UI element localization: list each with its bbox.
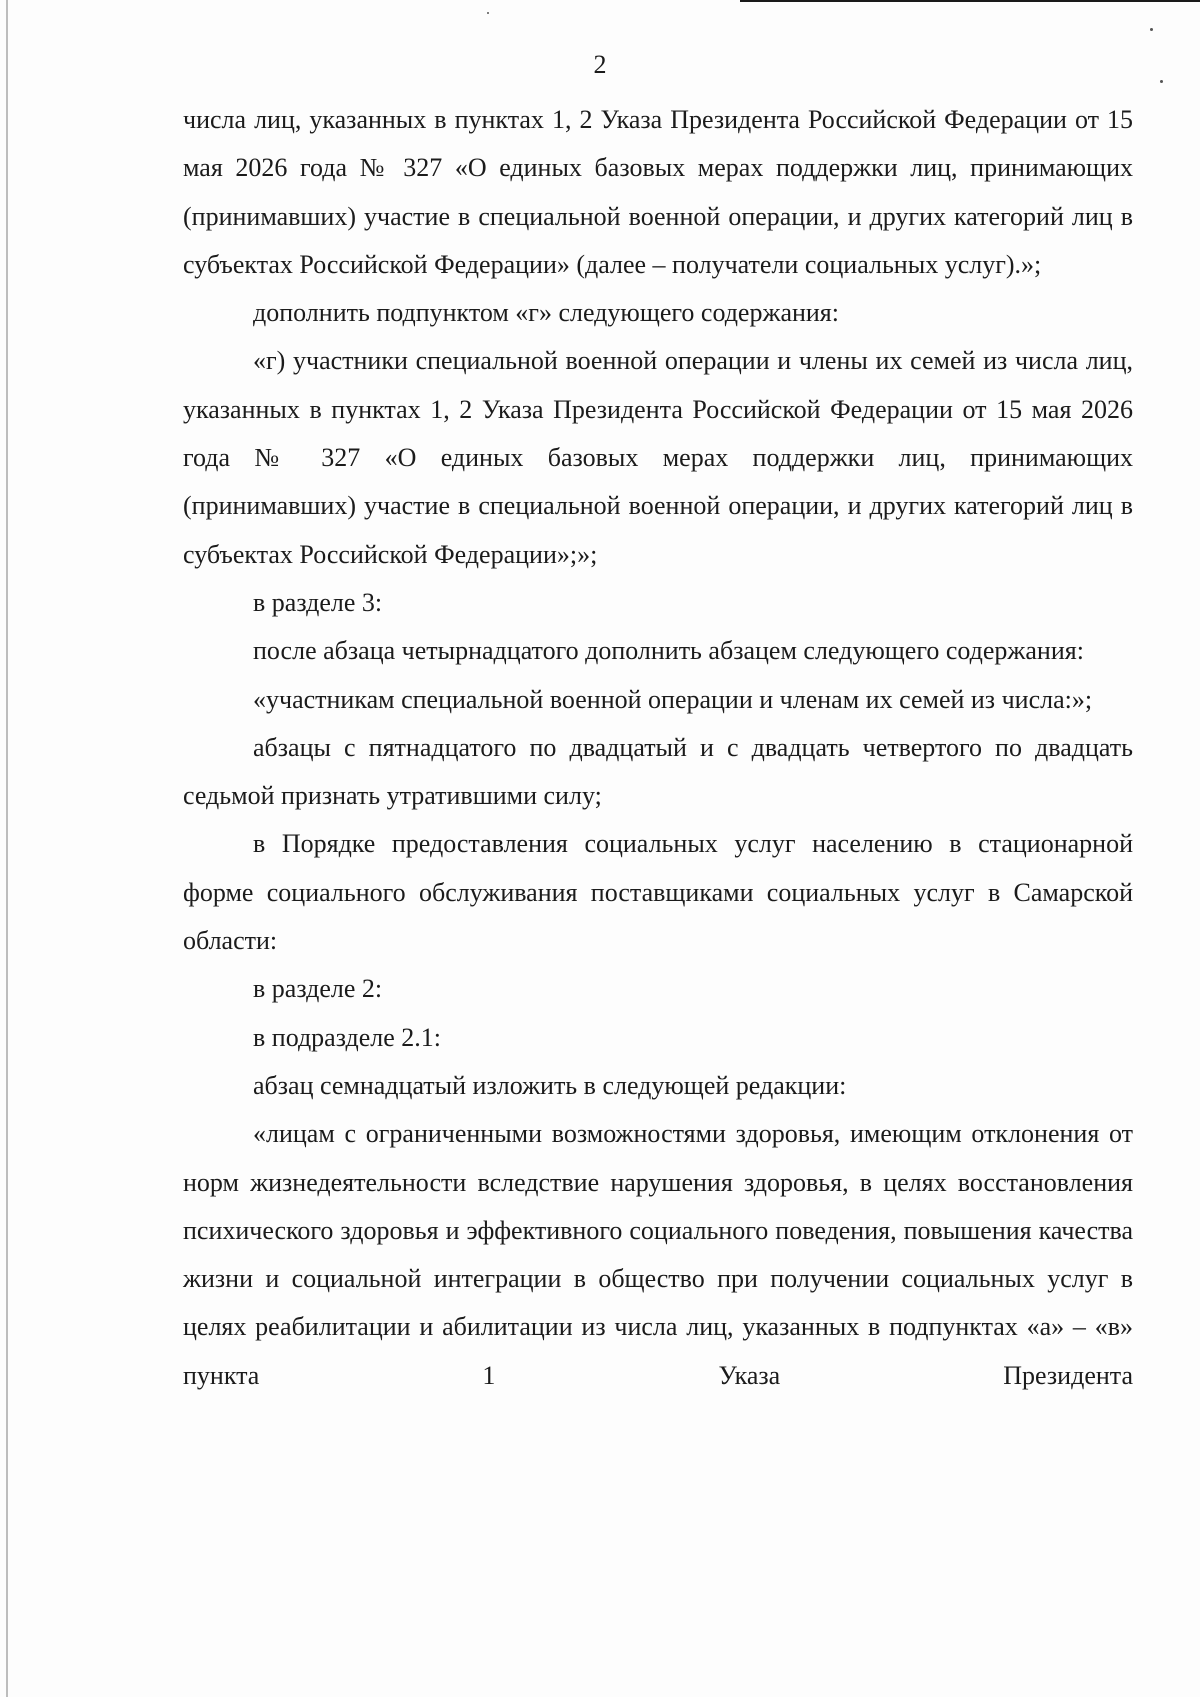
paragraph: в Порядке предоставления социальных услуг населению в стационарной форме социального обслуживания поставщиками социальных услуг в Самарской области: <box>183 829 1133 956</box>
scan-edge-left <box>6 0 8 1697</box>
page-number: 2 <box>593 50 607 79</box>
paragraph: в разделе 2: <box>253 974 383 1004</box>
scan-speck <box>487 12 489 14</box>
paragraph: «лицам с ограниченными возможностями здоровья, имеющим отклонения от норм жизнедеятельности вследствие нарушения здоровья, в целях восстановления психического здоровья и эффективного социального поведения, повышения качества жизни и социальной интеграции в общество при получении социальных услуг в целях реабилитации и абилитации из числа лиц, указанных в подпунктах «а» – «в» пункта 1 Указа Президента <box>183 1119 1133 1390</box>
paragraph: после абзаца четырнадцатого дополнить абзацем следующего содержания: <box>253 636 1084 666</box>
paragraph: «г) участники специальной военной операции и члены их семей из числа лиц, указанных в пунктах 1, 2 Указа Президента Российской Федерации от 15 мая 2026 года № 327 «О единых базовых мерах поддержки лиц, принимающих (принимавших) участие в специальной военной операции, и других категорий лиц в субъектах Российской Федерации»;»; <box>183 346 1133 569</box>
scan-speck <box>1150 28 1153 31</box>
paragraph: в разделе 3: <box>253 587 383 617</box>
paragraph: числа лиц, указанных в пунктах 1, 2 Указа Президента Российской Федерации от 15 мая 2026 года № 327 «О единых базовых мерах поддержки лиц, принимающих (принимавших) участие в специальной военной операции, и других категорий лиц в субъектах Российской Федерации» (далее – получатели социальных услуг).»; <box>183 105 1133 279</box>
scan-speck <box>1160 80 1163 83</box>
paragraph: абзацы с пятнадцатого по двадцатый и с двадцать четвертого по двадцать седьмой признать утратившими силу; <box>183 732 1133 811</box>
scan-edge-top <box>740 0 1200 2</box>
paragraph: дополнить подпунктом «г» следующего содержания: <box>253 298 839 328</box>
paragraph: в подразделе 2.1: <box>253 1022 442 1052</box>
paragraph: абзац семнадцатый изложить в следующей редакции: <box>253 1070 847 1100</box>
document-body <box>183 96 1133 1400</box>
paragraph: «участникам специальной военной операции и членам их семей из числа:»; <box>253 684 1093 714</box>
